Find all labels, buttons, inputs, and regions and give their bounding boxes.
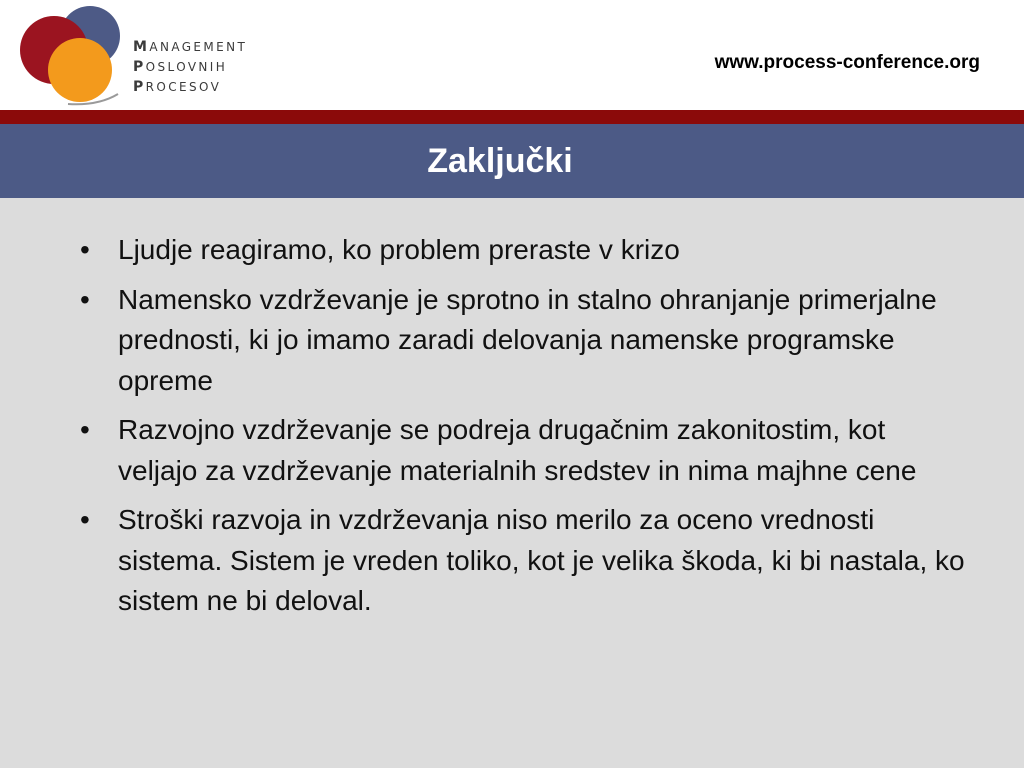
bullet-text: Ljudje reagiramo, ko problem preraste v krizo [118, 234, 680, 265]
bullet-item [72, 230, 972, 271]
conference-url: www.process-conference.org [714, 52, 980, 73]
header-divider [0, 110, 1024, 124]
bullet-icon: • [80, 234, 90, 265]
logo [18, 2, 268, 108]
bullet-item [72, 500, 972, 622]
logo-wordmark [133, 37, 247, 97]
logo-circles-icon [18, 2, 138, 108]
slide-title: Zaključki [427, 142, 573, 180]
bullet-list [72, 230, 972, 622]
header [0, 0, 1024, 110]
bullet-item [72, 410, 972, 491]
logo-line: POSLOVNIH [133, 59, 228, 75]
slide-content [72, 230, 972, 631]
bullet-item [72, 280, 972, 402]
logo-line: MANAGEMENT [133, 39, 248, 55]
bullet-text: Stroški razvoja in vzdrževanja niso merilo za oceno vrednosti sistema. Sistem je vreden toliko, kot je velika škoda, ki bi nastala, ko sistem ne bi deloval. [118, 504, 965, 616]
bullet-text: Namensko vzdrževanje je sprotno in stalno ohranjanje primerjalne prednosti, ki jo imamo zaradi delovanja namenske programske opreme [118, 283, 937, 396]
bullet-icon: • [80, 504, 90, 535]
bullet-text: Razvojno vzdrževanje se podreja drugačnim zakonitostim, kot veljajo za vzdrževanje materialnih sredstev in nima majhne cene [118, 414, 917, 486]
logo-line: PROCESOV [133, 79, 222, 95]
bullet-icon: • [80, 283, 90, 315]
bullet-icon: • [80, 414, 90, 445]
